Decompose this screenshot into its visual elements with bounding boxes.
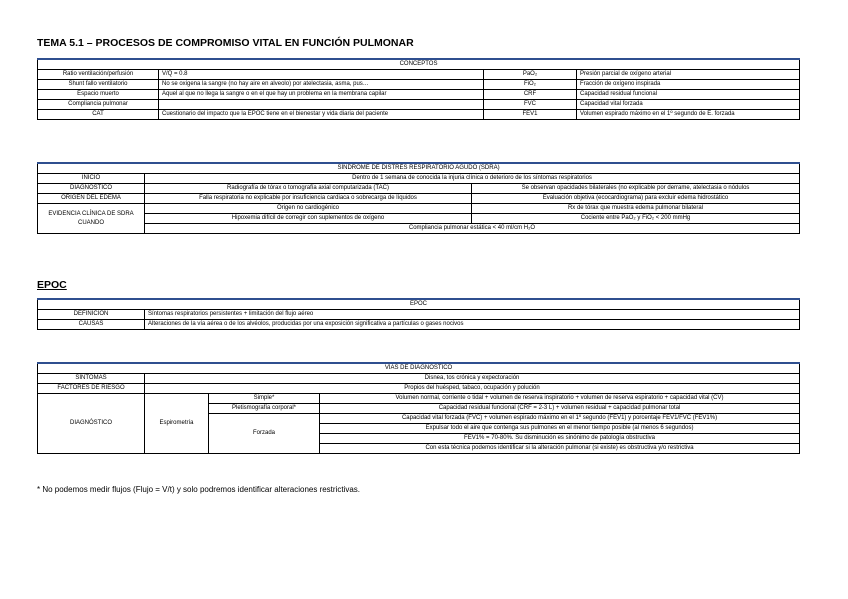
table-row [38, 90, 800, 100]
forzada-capacidad: Capacidad vital forzada (FVC) + volumen espirado máximo en el 1º segundo (FEV1) y porcentaje FEV1/FVC (FEV1%) [320, 414, 800, 424]
concept-definition: No se oxigena la sangre (no hay aire en alveolo) por atelectasia, asma, pus… [159, 80, 484, 90]
sintomas-value: Disnea, tos crónica y expectoración [145, 374, 800, 384]
pletismografia-value: Capacidad residual funcional (CRF = 2-3 L) + volumen residual + capacidad pulmonar total [320, 404, 800, 414]
table-row [38, 310, 800, 320]
table-row [38, 184, 800, 194]
origen-evaluation: Evaluación objetiva (ecocardiograma) para excluir edema hidrostático [472, 194, 800, 204]
evidencia-label: EVIDENCIA CLÍNICA DE SDRA CUANDO [38, 204, 145, 234]
diagnostico-method: Radiografía de tórax o tomografía axial computarizada (TAC) [145, 184, 472, 194]
origen-value: Falla respiratoria no explicable por insuficiencia cardiaca o sobrecarga de líquidos [145, 194, 472, 204]
concept-term: Shunt fallo ventilatorio [38, 80, 159, 90]
forzada-fev1: FEV1% = 70-80%. Su disminución es sinónimo de patología obstructiva [320, 434, 800, 444]
abbreviation-meaning: Fracción de oxígeno inspirada [577, 80, 800, 90]
table-row [38, 374, 800, 384]
diagnostico-label: DIAGNÓSTICO [38, 394, 145, 454]
inicio-label: INICIO [38, 174, 145, 184]
table-row [38, 194, 800, 204]
concept-term: Espacio muerto [38, 90, 159, 100]
evidencia-hipoxemia: Hipoxemia difícil de corregir con suplementos de oxígeno [145, 214, 472, 224]
simple-value: Volumen normal, corriente o tidal + volumen de reserva inspiratorio + volumen de reserva espiratorio + capacidad vital (CV) [320, 394, 800, 404]
footnote: * No podemos medir flujos (Flujo = V/t) y solo podremos identificar alteraciones restrictivas. [37, 485, 361, 494]
abbreviation-meaning: Presión parcial de oxígeno arterial [577, 70, 800, 80]
concept-definition: Cuestionario del impacto que la EPOC tiene en el bienestar y vida diaria del paciente [159, 110, 484, 120]
abbreviation: PaO₂ [484, 70, 577, 80]
conceptos-header: CONCEPTOS [38, 59, 800, 70]
concept-term: CAT [38, 110, 159, 120]
origen-label: ORIGEN DEL EDEMA [38, 194, 145, 204]
factores-value: Propios del huésped, tabaco, ocupación y polución [145, 384, 800, 394]
table-row [38, 100, 800, 110]
abbreviation: CRF [484, 90, 577, 100]
abbreviation: FiO₂ [484, 80, 577, 90]
evidencia-rx: Rx de tórax que muestra edema pulmonar bilateral [472, 204, 800, 214]
concept-term: Ratio ventilación/perfusión [38, 70, 159, 80]
table-row [38, 204, 800, 214]
vias-header: VÍAS DE DIAGNÓSTICO [38, 363, 800, 374]
table-row [38, 110, 800, 120]
concept-definition: V/Q = 0.8 [159, 70, 484, 80]
forzada-label: Forzada [209, 414, 320, 454]
concept-definition [159, 100, 484, 110]
abbreviation-meaning: Capacidad residual funcional [577, 90, 800, 100]
causas-value: Alteraciones de la vía aérea o de los alvéolos, producidas por una exposición significativa a partículas o gases nocivos [145, 320, 800, 330]
abbreviation-meaning: Capacidad vital forzada [577, 100, 800, 110]
inicio-value: Dentro de 1 semana de conocida la injuria clínica o deterioro de los síntomas respiratorios [145, 174, 800, 184]
concept-definition: Aquel al que no llega la sangre o en el que hay un problema en la membrana capilar [159, 90, 484, 100]
page-title: TEMA 5.1 – PROCESOS DE COMPROMISO VITAL EN FUNCIÓN PULMONAR [37, 37, 414, 49]
causas-label: CAUSAS [38, 320, 145, 330]
table-row [38, 214, 800, 224]
table-row [38, 70, 800, 80]
sintomas-label: SÍNTOMAS [38, 374, 145, 384]
abbreviation: FEV1 [484, 110, 577, 120]
epoc-table [37, 298, 800, 330]
definicion-label: DEFINICIÓN [38, 310, 145, 320]
diagnostico-label: DIAGNÓSTICO [38, 184, 145, 194]
evidencia-origen: Origen no cardiogénico [145, 204, 472, 214]
sdra-header: SÍNDROME DE DISTRÉS RESPIRATORIO AGUDO (SDRA) [38, 163, 800, 174]
definicion-value: Síntomas respiratorios persistentes + limitación del flujo aéreo [145, 310, 800, 320]
epoc-header: EPOC [38, 299, 800, 310]
table-row [38, 224, 800, 234]
table-row [38, 320, 800, 330]
pletismografia-label: Pletismografía corporal* [209, 404, 320, 414]
table-row [38, 394, 800, 404]
table-row [38, 80, 800, 90]
concept-term: Compliancia pulmonar [38, 100, 159, 110]
abbreviation: FVC [484, 100, 577, 110]
factores-label: FACTORES DE RIESGO [38, 384, 145, 394]
evidencia-cociente: Cociente entre PaO₂ y FiO₂ < 200 mmHg [472, 214, 800, 224]
table-row [38, 384, 800, 394]
table-row [38, 174, 800, 184]
abbreviation-meaning: Volumen espirado máximo en el 1º segundo de E. forzada [577, 110, 800, 120]
epoc-heading: EPOC [37, 279, 67, 291]
diagnostico-finding: Se observan opacidades bilaterales (no explicable por derrame, atelectasia o nódulos [472, 184, 800, 194]
forzada-expulsar: Expulsar todo el aire que contenga sus pulmones en el menor tiempo posible (al menos 6 segundos) [320, 424, 800, 434]
conceptos-table [37, 58, 800, 120]
sdra-table [37, 162, 800, 234]
forzada-tecnica: Con esta técnica podemos identificar si la alteración pulmonar (si existe) es obstructiva y/o restrictiva [320, 444, 800, 454]
espirometria-label: Espirometría [145, 394, 209, 454]
evidencia-compliancia: Compliancia pulmonar estática < 40 ml/cm H₂O [145, 224, 800, 234]
vias-table [37, 362, 800, 454]
simple-label: Simple* [209, 394, 320, 404]
